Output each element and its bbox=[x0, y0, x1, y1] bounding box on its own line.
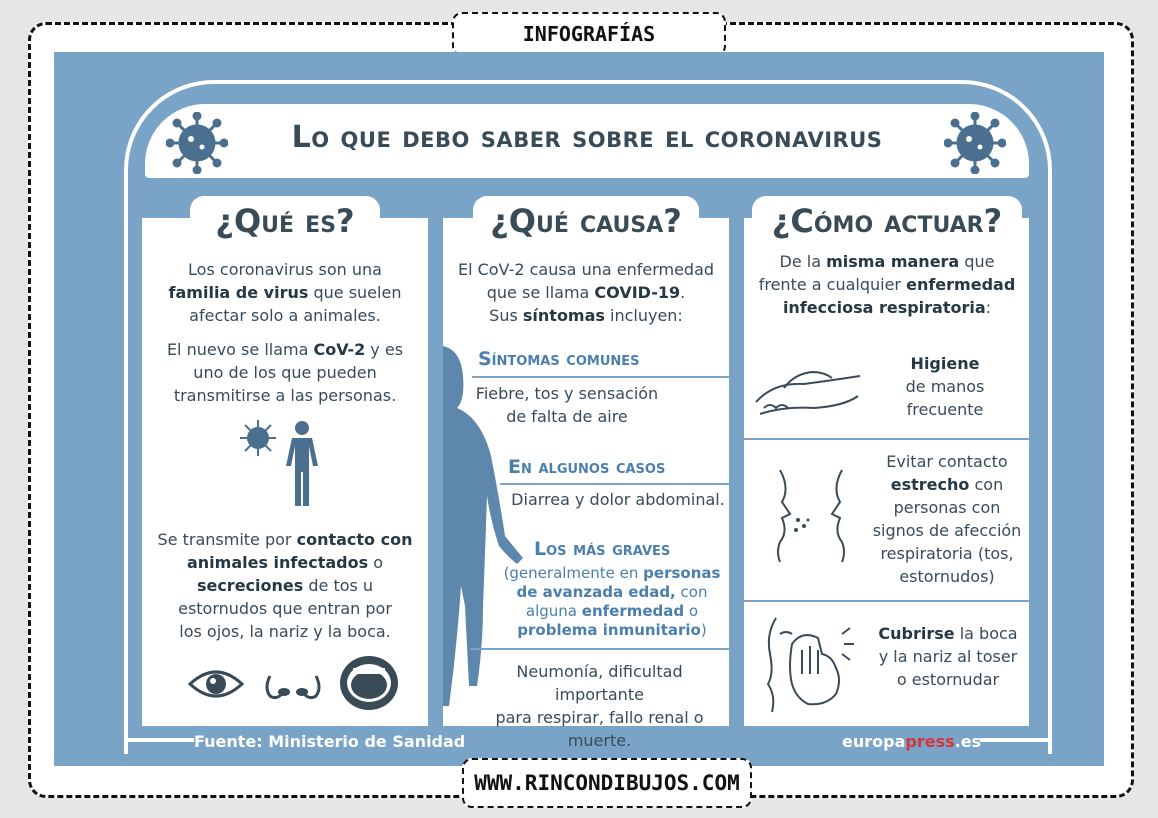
common-symptoms-heading: Síntomas comunes bbox=[478, 348, 640, 370]
how-to-act-intro: De la misma manera que frente a cualquier enfermedad infecciosa respiratoria: bbox=[758, 252, 1016, 317]
outline-segment bbox=[124, 738, 194, 742]
virus-icon bbox=[166, 112, 228, 174]
what-causes-intro: El CoV-2 causa una enfermedad que se llama COVID-19. Sus síntomas incluyen: bbox=[457, 260, 715, 325]
cover-cough-text: Cubrirse la boca y la nariz al toser o estornudar bbox=[878, 624, 1018, 689]
title-bar bbox=[145, 104, 1029, 178]
most-severe-outcomes: Neumonía, dificultad importante para respirar, fallo renal o muerte. bbox=[495, 662, 704, 750]
divider bbox=[744, 600, 1029, 602]
website-tag[interactable]: WWW.RINCONDIBUJOS.COM bbox=[462, 758, 752, 808]
heading-how-to-act: ¿Cómo actuar? bbox=[752, 196, 1022, 246]
what-is-paragraph-1: Los coronavirus son una familia de virus que suelen afectar solo a animales. bbox=[168, 260, 402, 325]
what-is-paragraph-2: El nuevo se llama CoV-2 y es uno de los que pueden transmitirse a las personas. bbox=[166, 340, 404, 405]
heading-what-is: ¿Qué es? bbox=[190, 196, 380, 246]
source-credit: Fuente: Ministerio de Sanidad bbox=[194, 732, 466, 751]
divider bbox=[500, 483, 729, 485]
some-cases-text: Diarrea y dolor abdominal. bbox=[511, 490, 725, 509]
avoid-contact-text: Evitar contacto estrecho con personas con signos de afección respiratoria (tos, estornudos) bbox=[872, 452, 1022, 586]
mouth-icon bbox=[338, 654, 400, 712]
what-is-paragraph-3: Se transmite por contacto con animales infectados o secreciones de tos u estornudos que entran por los ojos, la nariz y la boca. bbox=[157, 530, 413, 641]
heading-what-causes: ¿Qué causa? bbox=[473, 196, 699, 246]
most-severe-note: (generalmente en personas de avanzada edad, con alguna enfermedad o problema inmunitario) bbox=[503, 564, 721, 639]
hand-washing-icon bbox=[754, 362, 864, 422]
hygiene-text: Higiene de manos frecuente bbox=[905, 354, 985, 419]
common-symptoms-text: Fiebre, tos y sensación de falta de aire bbox=[475, 384, 659, 426]
brand-logo: europapress.es bbox=[842, 732, 982, 751]
divider bbox=[472, 376, 729, 378]
some-cases-heading: En algunos casos bbox=[508, 456, 666, 478]
eye-icon bbox=[188, 664, 244, 704]
divider bbox=[470, 648, 729, 650]
divider bbox=[744, 438, 1029, 440]
category-tag: INFOGRAFÍAS bbox=[452, 12, 726, 56]
most-severe-heading: Los más graves bbox=[534, 538, 671, 560]
two-faces-icon bbox=[762, 468, 860, 564]
outline-segment bbox=[980, 738, 1048, 742]
virus-and-person-icon bbox=[236, 414, 332, 510]
virus-icon bbox=[944, 112, 1006, 174]
nose-icon bbox=[262, 670, 324, 702]
page-title: Lo que debo saber sobre el coronavirus bbox=[291, 120, 883, 155]
cover-cough-icon bbox=[762, 614, 858, 714]
